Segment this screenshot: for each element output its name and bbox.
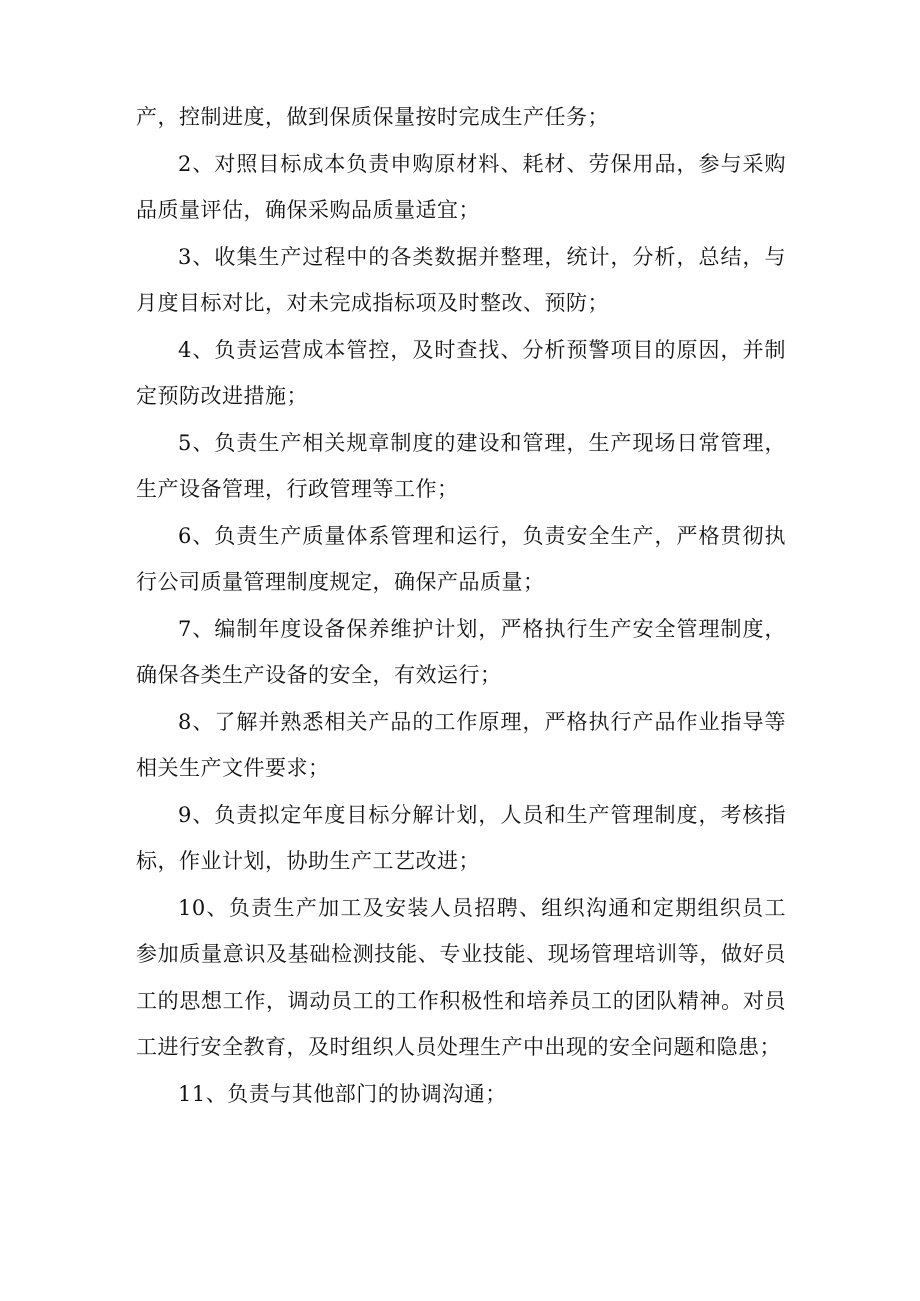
paragraph-item-10: 10、负责生产加工及安装人员招聘、组织沟通和定期组织员工参加质量意识及基础检测技能、专业技能、现场管理培训等，做好员工的思想工作，调动员工的工作积极性和培养员工的团队精神。对员工进行安全教育，及时组织人员处理生产中出现的安全问题和隐患；	[136, 895, 786, 1059]
paragraph-item-7: 7、编制年度设备保养维护计划，严格执行生产安全管理制度，确保各类生产设备的安全，有效运行；	[136, 616, 786, 687]
paragraph-item-2: 2、对照目标成本负责申购原材料、耗材、劳保用品，参与采购品质量评估，确保采购品质量适宜；	[136, 151, 786, 222]
paragraph-item-4: 4、负责运营成本管控，及时查找、分析预警项目的原因，并制定预防改进措施；	[136, 337, 786, 408]
paragraph-item-3: 3、收集生产过程中的各类数据并整理，统计，分析，总结，与月度目标对比，对未完成指标项及时整改、预防；	[136, 244, 786, 315]
paragraph-item-8: 8、了解并熟悉相关产品的工作原理，严格执行产品作业指导等相关生产文件要求；	[136, 709, 786, 780]
paragraph-item-5: 5、负责生产相关规章制度的建设和管理，生产现场日常管理，生产设备管理，行政管理等工作；	[136, 430, 786, 501]
paragraph-item-9: 9、负责拟定年度目标分解计划，人员和生产管理制度，考核指标，作业计划，协助生产工艺改进；	[136, 802, 786, 873]
document-body	[136, 94, 786, 1117]
paragraph-item-11: 11、负责与其他部门的协调沟通；	[178, 1081, 507, 1106]
paragraph-item-6: 6、负责生产质量体系管理和运行，负责安全生产，严格贯彻执行公司质量管理制度规定，确保产品质量；	[136, 523, 786, 594]
paragraph-continuation: 产，控制进度，做到保质保量按时完成生产任务；	[136, 105, 609, 129]
